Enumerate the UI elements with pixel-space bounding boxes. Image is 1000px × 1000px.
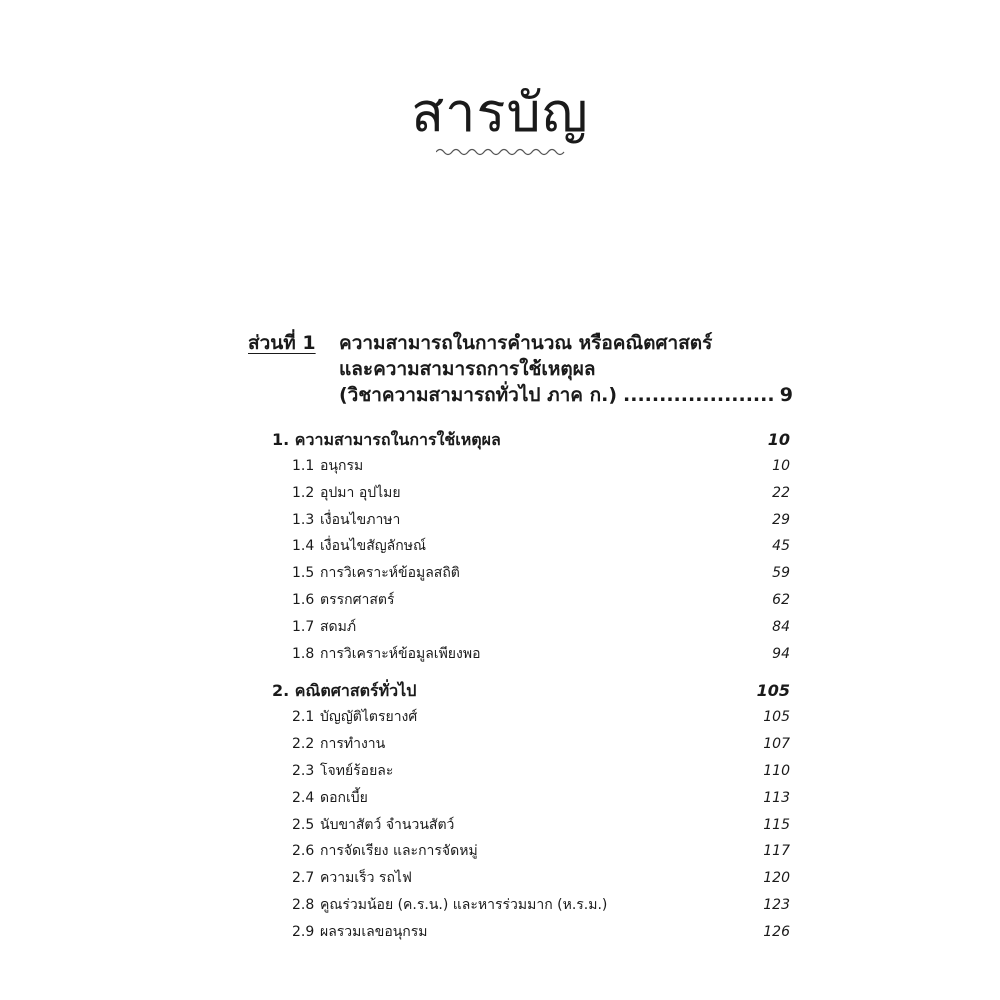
item-page-number: 45: [772, 538, 790, 555]
toc-item: [272, 587, 790, 614]
section-heading: [272, 677, 790, 704]
item-number: 2.4: [292, 789, 315, 806]
toc-item: [272, 785, 790, 812]
section-spacer: [272, 667, 790, 677]
item-number: 2.6: [292, 843, 315, 860]
item-number: 2.1: [292, 709, 315, 726]
item-page-number: 115: [763, 816, 790, 833]
section-page-number: 105: [756, 681, 790, 701]
item-page-number: 113: [763, 789, 790, 806]
toc-item: [272, 453, 790, 480]
item-label: ดอกเบี้ย: [320, 789, 368, 806]
part-title-line-3-text: (วิชาความสามารถทั่วไป ภาค ก.): [339, 384, 618, 406]
toc-item: [272, 533, 790, 560]
item-label: การจัดเรียง และการจัดหมู่: [320, 843, 478, 860]
toc-item: [272, 731, 790, 758]
item-number: 1.4: [292, 538, 315, 555]
item-label: ความเร็ว รถไฟ: [320, 870, 412, 887]
item-page-number: 62: [772, 591, 790, 608]
section-page-number: 10: [767, 430, 790, 449]
item-label: นับขาสัตว์ จำนวนสัตว์: [320, 816, 455, 833]
part-title-line-3: [339, 382, 793, 408]
item-label: ตรรกศาสตร์: [320, 591, 395, 608]
item-number: 1.1: [292, 458, 315, 474]
leader-dots: [623, 382, 774, 408]
toc-item: [272, 704, 790, 731]
part-title-line-1: ความสามารถในการคำนวณ หรือคณิตศาสตร์: [339, 332, 713, 354]
item-label: คูณร่วมน้อย (ค.ร.น.) และหารร่วมมาก (ห.ร.ม.): [320, 896, 608, 913]
item-page-number: 107: [763, 736, 790, 753]
item-label: การทำงาน: [320, 736, 386, 753]
item-number: 2.9: [292, 923, 315, 940]
section-title: 1. ความสามารถในการใช้เหตุผล: [272, 430, 501, 449]
toc-item: [272, 892, 790, 919]
item-page-number: 126: [763, 923, 790, 940]
item-page-number: 94: [772, 645, 790, 662]
part-title: [339, 330, 793, 408]
item-label: สดมภ์: [320, 618, 357, 635]
section-heading: [272, 426, 790, 453]
item-page-number: 105: [763, 709, 790, 726]
toc-list: [272, 426, 790, 946]
item-number: 1.3: [292, 511, 315, 528]
toc-item: [272, 758, 790, 785]
part-title-line-2: และความสามารถการใช้เหตุผล: [339, 358, 596, 380]
item-number: 1.7: [292, 618, 315, 635]
title-wave-underline: [436, 146, 566, 158]
item-page-number: 10: [772, 458, 790, 474]
item-number: 1.8: [292, 645, 315, 662]
item-number: 2.5: [292, 816, 315, 833]
item-number: 2.7: [292, 870, 315, 887]
item-label: อนุกรม: [320, 458, 364, 474]
part-page-number: 9: [779, 384, 793, 406]
part-label: ส่วนที่ 1: [248, 332, 316, 354]
item-label: โจทย์ร้อยละ: [320, 762, 394, 779]
item-label: บัญญัติไตรยางศ์: [320, 709, 418, 726]
item-label: การวิเคราะห์ข้อมูลสถิติ: [320, 565, 460, 582]
item-number: 1.5: [292, 565, 315, 582]
item-number: 2.2: [292, 736, 315, 753]
toc-item: [272, 507, 790, 534]
item-page-number: 29: [772, 511, 790, 528]
item-number: 1.6: [292, 591, 315, 608]
item-page-number: 110: [763, 762, 790, 779]
item-page-number: 59: [772, 565, 790, 582]
item-label: อุปมา อุปไมย: [320, 484, 401, 501]
toc-item: [272, 865, 790, 892]
item-number: 2.3: [292, 762, 315, 779]
item-page-number: 117: [763, 843, 790, 860]
item-label: การวิเคราะห์ข้อมูลเพียงพอ: [320, 645, 481, 662]
item-page-number: 84: [772, 618, 790, 635]
toc-item: [272, 614, 790, 641]
section-title: 2. คณิตศาสตร์ทั่วไป: [272, 681, 417, 701]
toc-item: [272, 838, 790, 865]
item-label: ผลรวมเลขอนุกรม: [320, 923, 428, 940]
page-title: สารบัญ: [411, 81, 589, 144]
item-page-number: 120: [763, 870, 790, 887]
toc-item: [272, 919, 790, 946]
item-number: 1.2: [292, 484, 315, 501]
toc-item: [272, 560, 790, 587]
item-page-number: 123: [763, 896, 790, 913]
toc-item: [272, 812, 790, 839]
item-label: เงื่อนไขภาษา: [320, 511, 401, 528]
toc-item: [272, 480, 790, 507]
item-label: เงื่อนไขสัญลักษณ์: [320, 538, 426, 555]
item-number: 2.8: [292, 896, 315, 913]
item-page-number: 22: [772, 484, 790, 501]
toc-item: [272, 641, 790, 668]
